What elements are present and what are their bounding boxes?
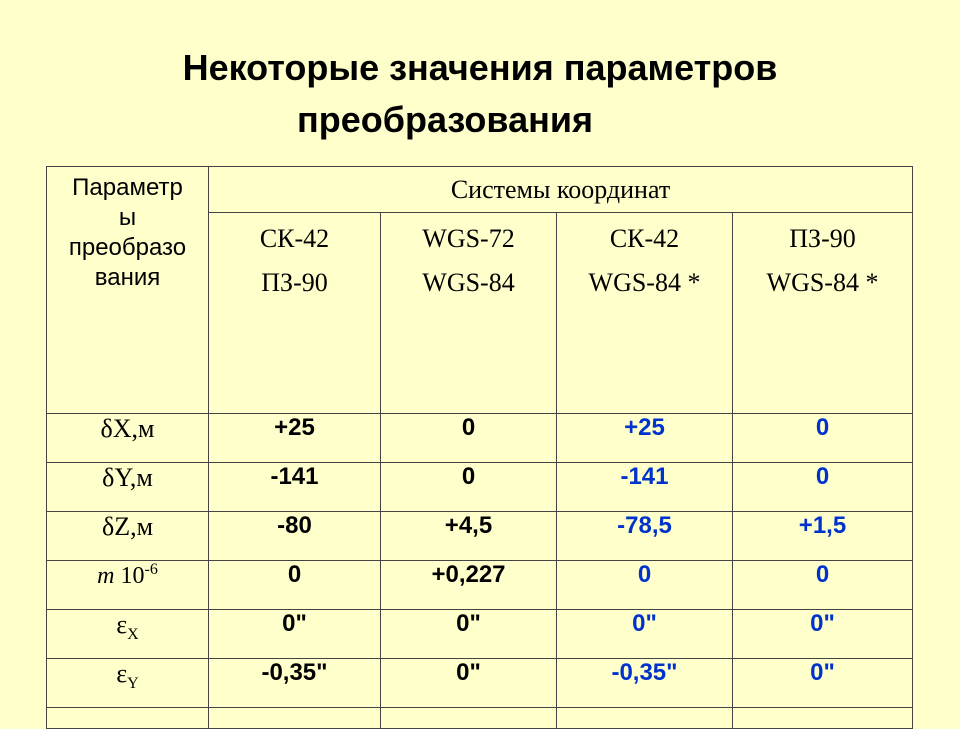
empty-cell [47,708,209,729]
table-row [47,414,913,463]
system-pair-header [381,213,557,414]
slide-title [0,42,960,146]
param-label [47,610,209,659]
system-to: WGS-84 * [588,268,701,297]
system-to: WGS-84 [422,268,515,297]
title-line-2: преобразования [297,99,593,140]
param-label [47,463,209,512]
system-to: ПЗ-90 [261,268,328,297]
value-cell: 0" [733,610,913,659]
delta-symbol: δ [101,512,115,541]
system-to: WGS-84 * [766,268,879,297]
value-cell: +25 [209,414,381,463]
param-label [47,512,209,561]
conversion-parameters-table [46,166,913,729]
system-from: WGS-72 [422,224,515,253]
table-row [47,561,913,610]
empty-cell [557,708,733,729]
value-cell: 0 [209,561,381,610]
param-header-line: ы [118,204,137,231]
value-cell: -141 [557,463,733,512]
param-label [47,414,209,463]
delta-symbol: δ [100,414,113,443]
value-cell: 0" [209,610,381,659]
param-label [47,659,209,708]
system-from: СК-42 [609,224,680,253]
system-pair-header [733,213,913,414]
param-header-line: Параметр [72,174,183,201]
value-cell: 0 [733,463,913,512]
param-subscript: X [127,626,139,644]
table-row [47,659,913,708]
empty-cell [381,708,557,729]
system-from: ПЗ-90 [789,224,856,253]
param-main: Y,м [114,463,153,492]
param-header-line: преобразо [68,234,187,261]
param-header-line: вания [94,264,161,291]
table-row [47,463,913,512]
value-cell: 0" [733,659,913,708]
value-cell: +25 [557,414,733,463]
value-cell: +0,227 [381,561,557,610]
table-row [47,512,913,561]
value-cell: +1,5 [733,512,913,561]
value-cell: 0 [381,414,557,463]
value-cell: -141 [209,463,381,512]
param-exponent: -6 [144,561,158,578]
value-cell: +4,5 [381,512,557,561]
value-cell: 0 [381,463,557,512]
value-cell: 0 [733,414,913,463]
value-cell: -80 [209,512,381,561]
value-cell: 0" [557,610,733,659]
systems-header: Системы координат [209,167,913,213]
value-cell: -0,35" [209,659,381,708]
value-cell: 0" [381,610,557,659]
title-line-1: Некоторые значения параметров [182,47,778,88]
value-cell: 0" [381,659,557,708]
epsilon-symbol: ε [116,659,128,688]
scale-symbol: m [97,563,115,589]
param-label [47,561,209,610]
param-main: 10 [114,563,145,589]
param-subscript: Y [127,675,139,693]
value-cell: 0 [733,561,913,610]
param-main: Z,м [114,512,154,541]
delta-symbol: δ [102,463,115,492]
empty-cell [209,708,381,729]
value-cell: -0,35" [557,659,733,708]
value-cell: -78,5 [557,512,733,561]
system-pair-header [209,213,381,414]
table-row [47,610,913,659]
param-header-cell [47,167,209,414]
table-row-partial [47,708,913,729]
system-from: СК-42 [259,224,330,253]
system-pair-header [557,213,733,414]
empty-cell [733,708,913,729]
epsilon-symbol: ε [116,610,128,639]
value-cell: 0 [557,561,733,610]
param-main: X,м [112,414,155,443]
